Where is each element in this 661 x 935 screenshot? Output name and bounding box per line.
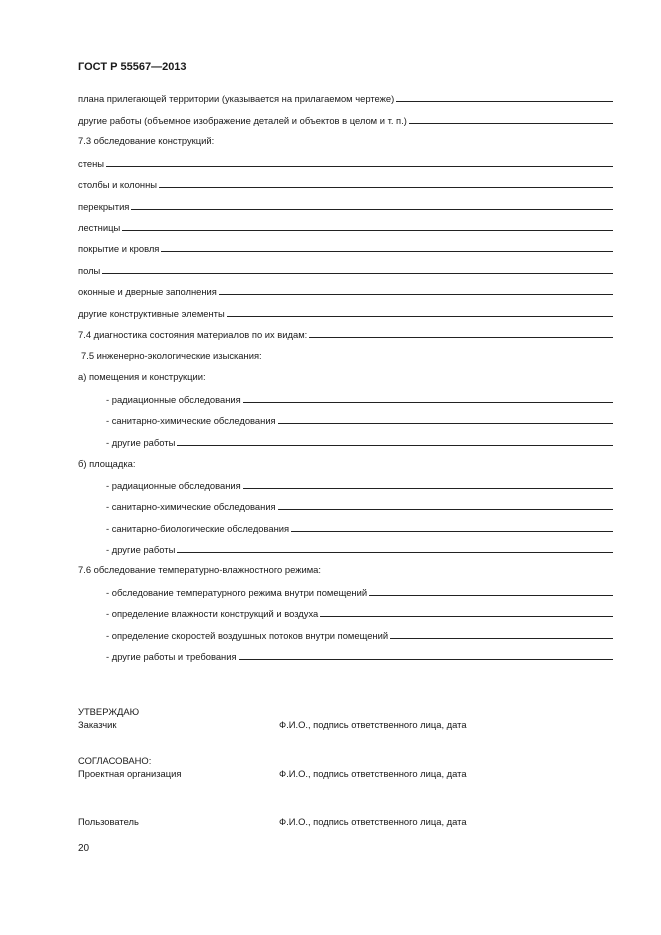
line-label: - другие работы и требования [106,651,237,662]
form-line [106,584,613,598]
form-line [78,112,613,126]
form-line [78,326,613,340]
blank-field[interactable] [219,293,613,295]
blank-field[interactable] [102,272,613,274]
signature-caption: Ф.И.О., подпись ответственного лица, дата [279,768,467,779]
blank-field[interactable] [239,658,613,660]
line-label: полы [78,265,101,276]
form-line [106,391,613,405]
blank-field[interactable] [243,487,613,489]
blank-field[interactable] [278,508,613,510]
section-heading: 7.3 обследование конструкций: [78,135,215,146]
approve-title: УТВЕРЖДАЮ [78,706,140,717]
blank-field[interactable] [131,208,613,210]
blank-field[interactable] [106,165,613,167]
line-label: другие конструктивные элементы [78,308,225,319]
page-number: 20 [78,843,90,854]
blank-field[interactable] [161,250,613,252]
form-line [106,477,613,491]
form-line [106,627,613,641]
form-line [106,605,613,619]
blank-field[interactable] [320,615,613,617]
line-label: - определение скоростей воздушных потоков внутри помещений [106,630,389,641]
blank-field[interactable] [177,551,613,553]
customer-label: Заказчик [78,719,117,730]
form-line [78,305,613,319]
form-line [78,262,613,276]
blank-field[interactable] [243,401,613,403]
line-label: - обследование температурного режима внутри помещений [106,587,368,598]
line-label: перекрытия [78,201,130,212]
blank-field[interactable] [291,530,613,532]
line-label: лестницы [78,222,121,233]
blank-field[interactable] [159,186,613,188]
section-heading: 7.6 обследование температурно-влажностного режима: [78,564,321,575]
line-label: - определение влажности конструкций и воздуха [106,608,319,619]
line-label: 7.4 диагностика состояния материалов по их видам: [78,329,308,340]
line-label: оконные и дверные заполнения [78,286,217,297]
line-label: стены [78,158,105,169]
form-line [78,198,613,212]
line-label: - другие работы [106,544,176,555]
document-header: ГОСТ Р 55567—2013 [78,61,187,73]
form-line [78,176,613,190]
form-line [106,520,613,534]
form-line [78,283,613,297]
form-line [78,219,613,233]
form-line [106,412,613,426]
line-label: - радиационные обследования [106,480,241,491]
line-label: столбы и колонны [78,179,158,190]
blank-field[interactable] [369,594,613,596]
line-label: - санитарно-биологические обследования [106,523,290,534]
line-label: другие работы (объемное изображение деталей и объектов в целом и т. п.) [78,115,407,126]
form-line [106,648,613,662]
line-label: - санитарно-химические обследования [106,415,276,426]
subsection-heading: б) площадка: [78,458,136,469]
signature-caption: Ф.И.О., подпись ответственного лица, дата [279,816,467,827]
line-label: - санитарно-химические обследования [106,501,276,512]
line-label: плана прилегающей территории (указывается на прилагаемом чертеже) [78,93,395,104]
blank-field[interactable] [390,637,613,639]
form-line [78,90,613,104]
line-label: - другие работы [106,437,176,448]
design-org-label: Проектная организация [78,768,182,779]
form-line [78,240,613,254]
blank-field[interactable] [309,336,613,338]
form-line [106,498,613,512]
blank-field[interactable] [409,122,613,124]
subsection-heading: а) помещения и конструкции: [78,371,206,382]
line-label: - радиационные обследования [106,394,241,405]
blank-field[interactable] [278,422,613,424]
blank-field[interactable] [396,100,613,102]
form-line [78,155,613,169]
agreed-title: СОГЛАСОВАНО: [78,755,152,766]
form-line [106,434,613,448]
blank-field[interactable] [122,229,613,231]
line-label: покрытие и кровля [78,243,160,254]
signature-caption: Ф.И.О., подпись ответственного лица, дата [279,719,467,730]
blank-field[interactable] [177,444,613,446]
blank-field[interactable] [227,315,613,317]
section-heading: 7.5 инженерно-экологические изыскания: [81,350,262,361]
form-line [106,541,613,555]
user-label: Пользователь [78,816,139,827]
